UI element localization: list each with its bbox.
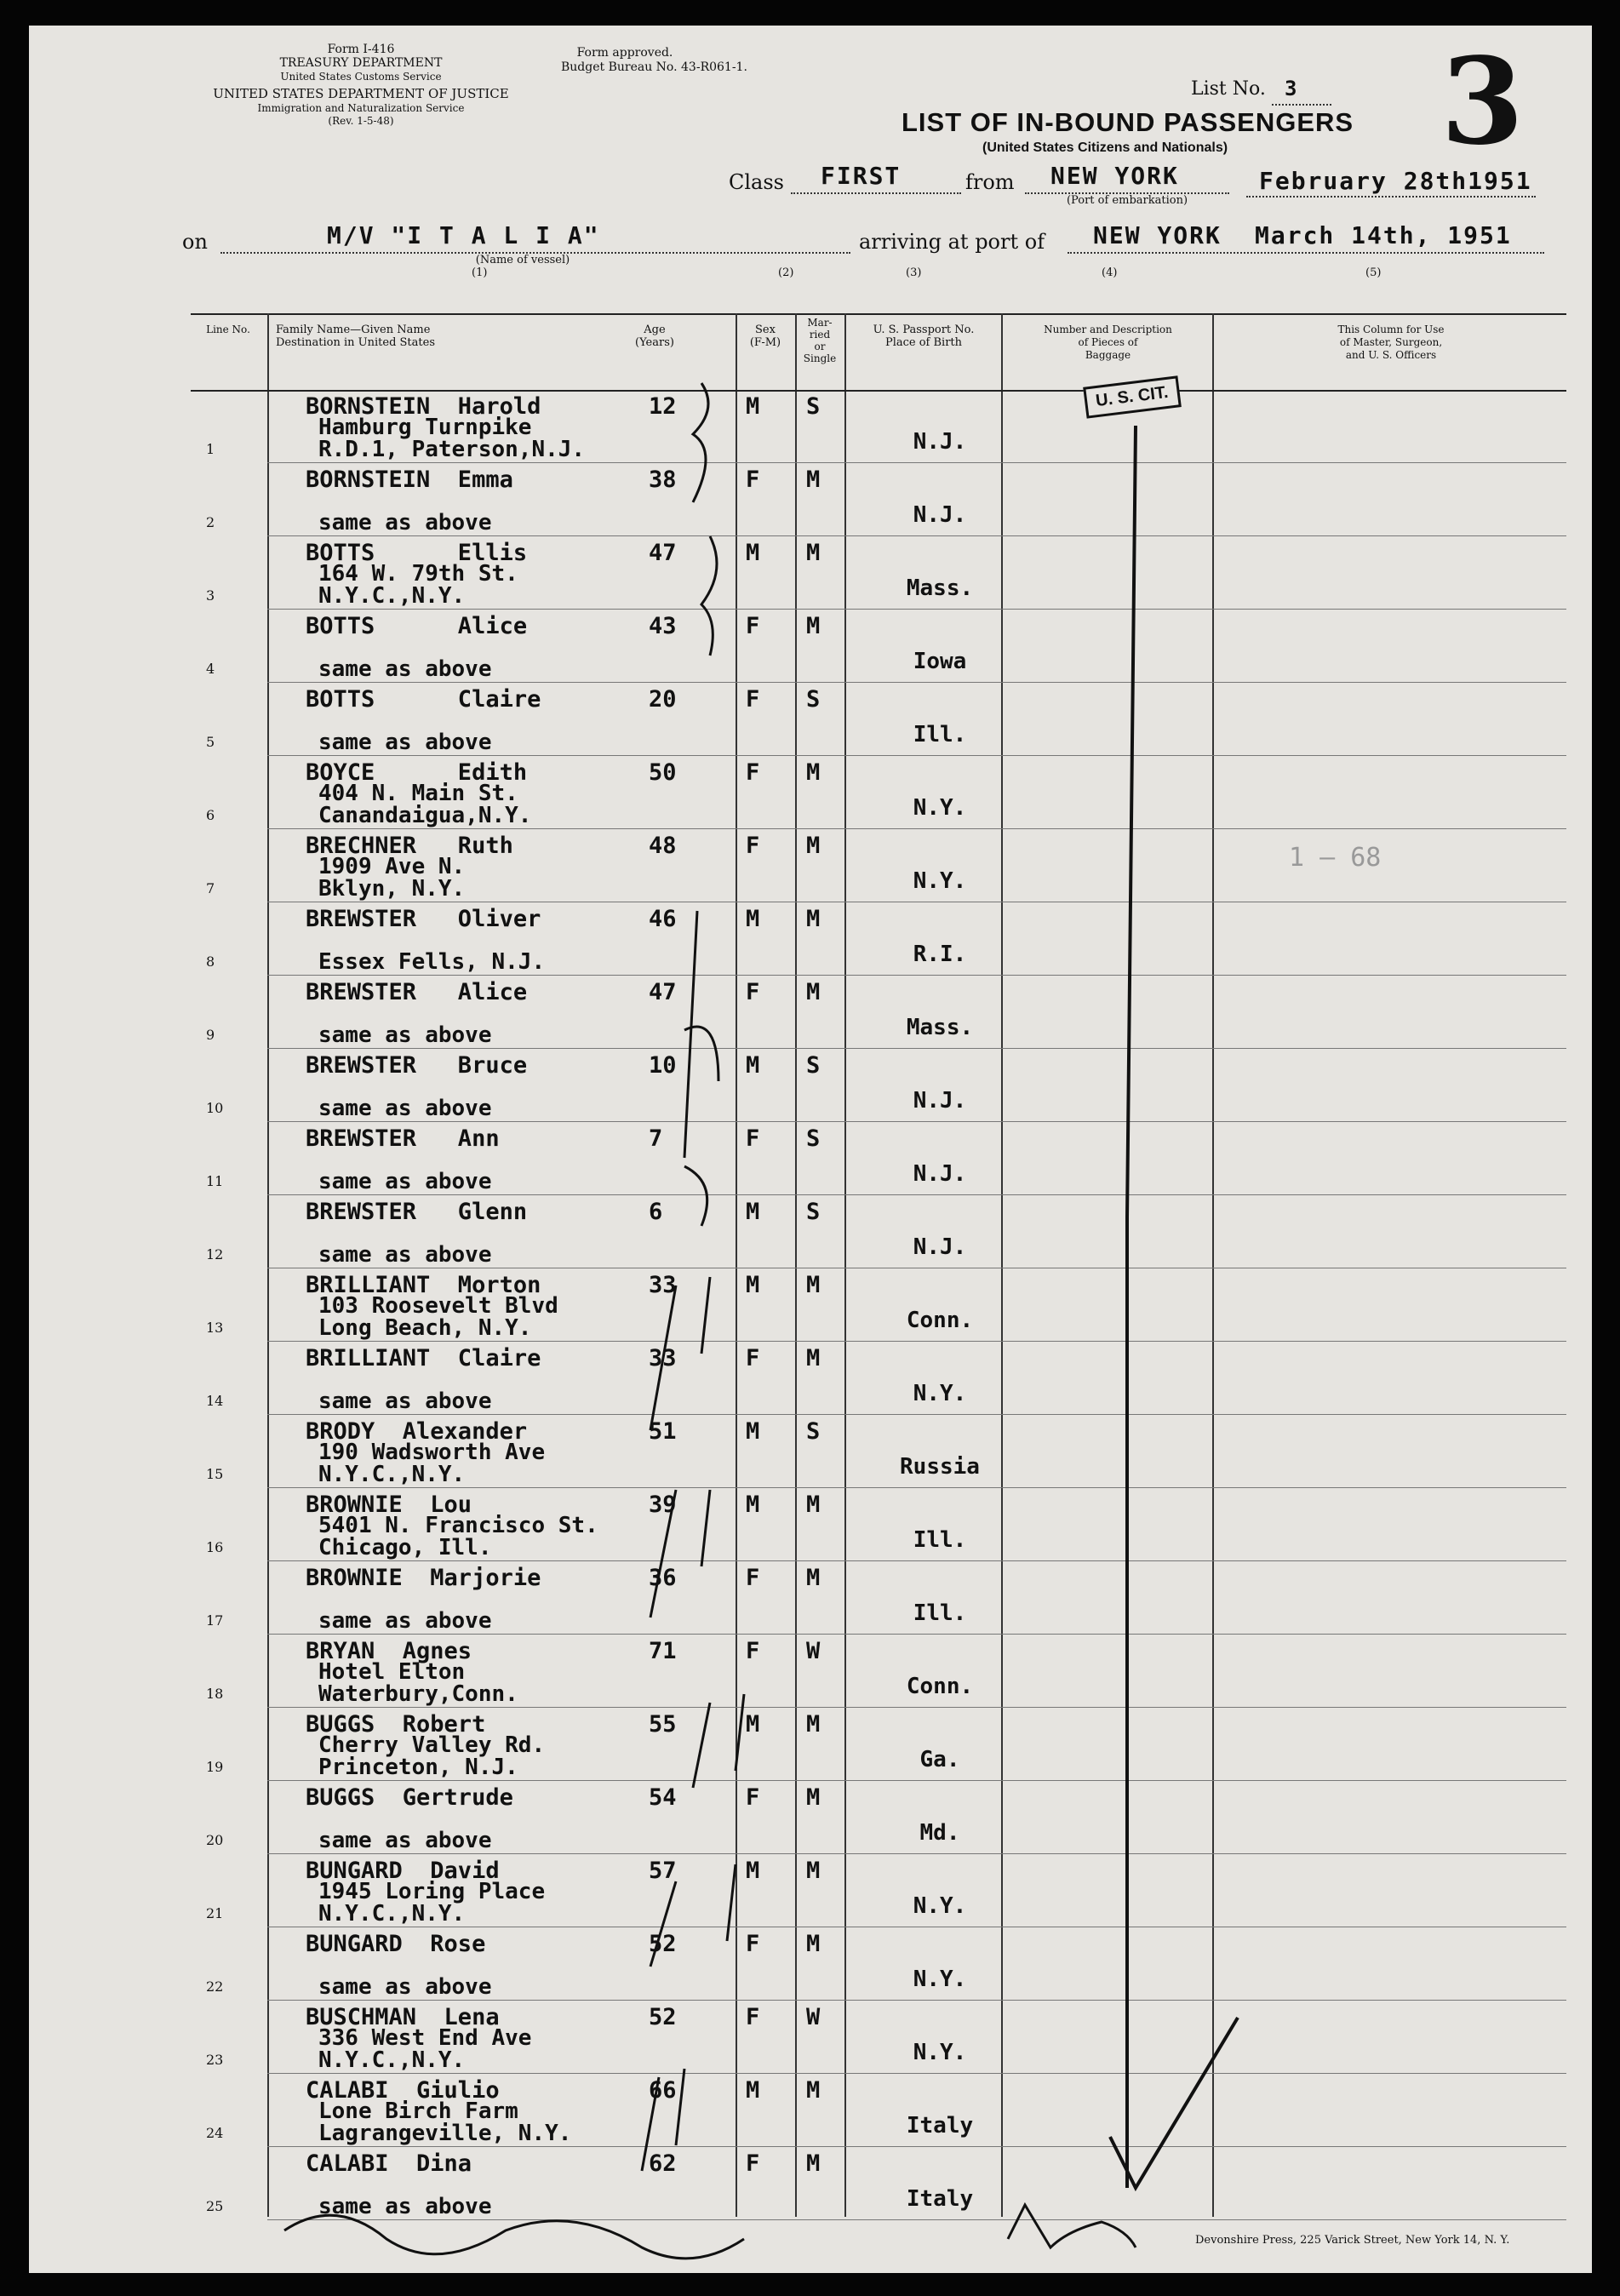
line-number: 25 (206, 2198, 224, 2214)
line-number: 12 (206, 1246, 224, 1263)
sex-value: F (746, 1638, 760, 1664)
sex-value: M (746, 1418, 760, 1445)
age-value: 38 (649, 467, 677, 493)
passenger-name: BREWSTER Ann (306, 1125, 500, 1152)
col-num-2: (2) (778, 266, 794, 279)
passenger-name: BROWNIE Lou (306, 1492, 472, 1518)
vessel-name: M/V "I T A L I A" (327, 221, 600, 249)
marital-status: M (806, 467, 821, 493)
arrival-port: NEW YORK (1093, 221, 1222, 249)
marital-status: S (806, 1418, 821, 1445)
col-header-passport: U. S. Passport No. Place of Birth (873, 324, 975, 349)
sex-value: M (746, 1052, 760, 1079)
form-number: Form I-416 (327, 43, 395, 56)
passenger-name: BOYCE Edith (306, 759, 528, 786)
place-of-birth: Conn. (906, 1308, 974, 1333)
address-line-2: Essex Fells, N.J. (318, 949, 546, 975)
col-header-officers: This Column for Use of Master, Surgeon, and U. S. Officers (1337, 324, 1445, 361)
us-citizen-stamp: U. S. CIT. (1083, 375, 1181, 418)
line-number: 1 (206, 441, 215, 457)
sex-value: M (746, 1711, 760, 1738)
col-header-sex: Sex (F-M) (749, 324, 781, 349)
line-number: 3 (206, 587, 215, 604)
place-of-birth: N.J. (913, 429, 967, 455)
sex-value: F (746, 1565, 760, 1591)
marital-status: M (806, 833, 821, 859)
age-value: 57 (649, 1858, 677, 1884)
sex-value: M (746, 1858, 760, 1884)
line-number: 8 (206, 953, 215, 970)
place-of-birth: Ga. (919, 1747, 960, 1772)
address-line-2: N.Y.C.,N.Y. (318, 2047, 466, 2073)
line-number: 9 (206, 1027, 215, 1043)
line-number: 5 (206, 734, 215, 750)
place-of-birth: Italy (906, 2186, 974, 2212)
age-value: 39 (649, 1492, 677, 1518)
place-of-birth: Conn. (906, 1674, 974, 1699)
age-value: 51 (649, 1418, 677, 1445)
place-of-birth: N.Y. (913, 1893, 967, 1919)
from-label: from (965, 170, 1015, 194)
line-number: 24 (206, 2125, 224, 2141)
address-line-2: same as above (318, 1828, 492, 1853)
passenger-name: BRECHNER Ruth (306, 833, 513, 859)
line-number: 2 (206, 514, 215, 530)
marital-status: M (806, 1858, 821, 1884)
list-big-number: 3 (1440, 32, 1524, 172)
address-line-2: same as above (318, 1388, 492, 1414)
address-line-2: same as above (318, 1608, 492, 1634)
col-header-married: Mar- ried or Single (803, 317, 837, 364)
passenger-name: CALABI Giulio (306, 2077, 500, 2104)
place-of-birth: Ill. (913, 1527, 967, 1553)
place-of-birth: Italy (906, 2113, 974, 2139)
age-value: 48 (649, 833, 677, 859)
sex-value: F (746, 1784, 760, 1811)
place-of-birth: Mass. (906, 1015, 974, 1040)
line-number: 4 (206, 661, 215, 677)
age-value: 36 (649, 1565, 677, 1591)
sex-value: F (746, 759, 760, 786)
passenger-name: BUGGS Gertrude (306, 1784, 513, 1811)
address-line-2: N.Y.C.,N.Y. (318, 1462, 466, 1487)
marital-status: M (806, 1711, 821, 1738)
marital-status: M (806, 540, 821, 566)
passenger-name: BREWSTER Bruce (306, 1052, 528, 1079)
place-of-birth: N.Y. (913, 1967, 967, 1992)
line-number: 21 (206, 1905, 224, 1921)
address-line-1: 404 N. Main St. (318, 781, 518, 806)
sex-value: M (746, 1199, 760, 1225)
marital-status: M (806, 759, 821, 786)
place-of-birth: Ill. (913, 1600, 967, 1626)
address-line-2: Chicago, Ill. (318, 1535, 492, 1560)
address-line-1: 1909 Ave N. (318, 854, 466, 879)
class-label: Class (729, 170, 784, 194)
age-value: 47 (649, 540, 677, 566)
sex-value: M (746, 1272, 760, 1298)
place-of-birth: Iowa (913, 649, 967, 674)
passenger-name: BUGGS Robert (306, 1711, 486, 1738)
passenger-name: BRILLIANT Claire (306, 1345, 541, 1371)
age-value: 43 (649, 613, 677, 639)
sex-value: M (746, 1492, 760, 1518)
age-value: 12 (649, 393, 677, 420)
sex-value: F (746, 1345, 760, 1371)
col-header-age: Age (Years) (635, 324, 674, 349)
line-number: 14 (206, 1393, 224, 1409)
marital-status: M (806, 979, 821, 1005)
line-number: 6 (206, 807, 215, 823)
age-value: 20 (649, 686, 677, 713)
marital-status: M (806, 1784, 821, 1811)
page-title: LIST OF IN-BOUND PASSENGERS (902, 107, 1354, 137)
line-number: 18 (206, 1686, 224, 1702)
passenger-name: BRYAN Agnes (306, 1638, 472, 1664)
age-value: 50 (649, 759, 677, 786)
treasury-dept: TREASURY DEPARTMENT (279, 56, 443, 70)
sex-value: F (746, 833, 760, 859)
col-num-1: (1) (472, 266, 488, 279)
marital-status: M (806, 1345, 821, 1371)
sex-value: F (746, 686, 760, 713)
place-of-birth: N.J. (913, 1161, 967, 1187)
marital-status: W (806, 1638, 821, 1664)
address-line-2: Princeton, N.J. (318, 1755, 518, 1780)
printer-imprint: Devonshire Press, 225 Varick Street, New York 14, N. Y. (1195, 2234, 1510, 2247)
address-line-2: N.Y.C.,N.Y. (318, 583, 466, 609)
marital-status: S (806, 1125, 821, 1152)
address-line-2: same as above (318, 1974, 492, 2000)
manifest-sheet (29, 26, 1592, 2273)
revision: (Rev. 1-5-48) (328, 115, 394, 127)
line-number: 16 (206, 1539, 224, 1555)
line-number: 11 (206, 1173, 224, 1189)
on-label: on (182, 230, 208, 254)
address-line-1: 164 W. 79th St. (318, 561, 518, 587)
sex-value: F (746, 1931, 760, 1957)
address-line-2: Waterbury,Conn. (318, 1681, 518, 1707)
place-of-birth: N.Y. (913, 868, 967, 894)
passenger-name: BUSCHMAN Lena (306, 2004, 500, 2030)
address-line-2: R.D.1, Paterson,N.J. (318, 437, 586, 462)
address-line-1: Cherry Valley Rd. (318, 1732, 546, 1758)
address-line-2: Canandaigua,N.Y. (318, 803, 532, 828)
marital-status: M (806, 906, 821, 932)
arriving-label: arriving at port of (859, 230, 1045, 254)
passenger-name: BOTTS Claire (306, 686, 541, 713)
place-of-birth: Russia (900, 1454, 980, 1480)
address-line-1: Lone Birch Farm (318, 2098, 518, 2124)
sex-value: M (746, 540, 760, 566)
marital-status: M (806, 2150, 821, 2177)
passenger-name: BROWNIE Marjorie (306, 1565, 541, 1591)
marital-status: M (806, 1272, 821, 1298)
departure-date: February 28th1951 (1259, 167, 1532, 195)
address-line-2: same as above (318, 2194, 492, 2219)
handwriting-overlay (29, 26, 1592, 2273)
address-line-2: same as above (318, 1022, 492, 1048)
class-value: FIRST (821, 162, 902, 190)
line-number: 23 (206, 2052, 224, 2068)
line-number: 7 (206, 880, 215, 896)
age-value: 54 (649, 1784, 677, 1811)
passenger-name: BORNSTEIN Emma (306, 467, 513, 493)
place-of-birth: N.Y. (913, 1381, 967, 1406)
col-num-3: (3) (906, 266, 922, 279)
age-value: 71 (649, 1638, 677, 1664)
doj: UNITED STATES DEPARTMENT OF JUSTICE (213, 86, 509, 101)
passenger-name: BOTTS Alice (306, 613, 528, 639)
address-line-1: 103 Roosevelt Blvd (318, 1293, 558, 1319)
address-line-1: Hamburg Turnpike (318, 415, 532, 440)
marital-status: S (806, 393, 821, 420)
line-number: 17 (206, 1612, 224, 1629)
place-of-birth: Md. (919, 1820, 960, 1846)
place-of-birth: N.J. (913, 1088, 967, 1114)
marital-status: S (806, 1199, 821, 1225)
age-value: 10 (649, 1052, 677, 1079)
col-header-baggage: Number and Description of Pieces of Baggage (1044, 324, 1172, 361)
sex-value: F (746, 613, 760, 639)
place-of-birth: N.Y. (913, 2040, 967, 2065)
age-value: 62 (649, 2150, 677, 2177)
age-value: 52 (649, 2004, 677, 2030)
list-no-label: List No. (1191, 78, 1266, 100)
line-number: 19 (206, 1759, 224, 1775)
marital-status: S (806, 686, 821, 713)
age-value: 47 (649, 979, 677, 1005)
marital-status: M (806, 1492, 821, 1518)
place-of-birth: Mass. (906, 575, 974, 601)
budget-bureau: Budget Bureau No. 43-R061-1. (561, 60, 747, 74)
col-header-line-no: Line No. (206, 324, 250, 335)
passenger-name: BREWSTER Alice (306, 979, 528, 1005)
place-of-birth: R.I. (913, 942, 967, 967)
passenger-name: BUNGARD Rose (306, 1931, 486, 1957)
col-num-4: (4) (1102, 266, 1118, 279)
marital-status: W (806, 2004, 821, 2030)
customs-service: United States Customs Service (280, 71, 442, 83)
marital-status: M (806, 2077, 821, 2104)
passenger-name: BUNGARD David (306, 1858, 500, 1884)
address-line-2: same as above (318, 656, 492, 682)
address-line-2: same as above (318, 1096, 492, 1121)
place-of-birth: N.J. (913, 502, 967, 528)
sex-value: F (746, 467, 760, 493)
passenger-name: CALABI Dina (306, 2150, 472, 2177)
sex-value: F (746, 2150, 760, 2177)
passenger-name: BREWSTER Glenn (306, 1199, 528, 1225)
line-number: 20 (206, 1832, 224, 1848)
sex-value: F (746, 2004, 760, 2030)
address-line-2: same as above (318, 510, 492, 535)
address-line-2: Bklyn, N.Y. (318, 876, 466, 902)
age-value: 46 (649, 906, 677, 932)
address-line-1: 1945 Loring Place (318, 1879, 546, 1904)
age-value: 55 (649, 1711, 677, 1738)
col-header-name: Family Name—Given Name Destination in United States (276, 324, 435, 349)
passenger-name: BRILLIANT Morton (306, 1272, 541, 1298)
port-embark-caption: (Port of embarkation) (1066, 194, 1188, 207)
col-num-5: (5) (1365, 266, 1382, 279)
address-line-2: N.Y.C.,N.Y. (318, 1901, 466, 1927)
address-line-1: Hotel Elton (318, 1659, 466, 1685)
arrival-date: March 14th, 1951 (1255, 221, 1512, 249)
address-line-1: 5401 N. Francisco St. (318, 1513, 598, 1538)
passenger-name: BREWSTER Oliver (306, 906, 541, 932)
age-value: 6 (649, 1199, 663, 1225)
sex-value: M (746, 393, 760, 420)
address-line-1: 190 Wadsworth Ave (318, 1440, 546, 1465)
ins: Immigration and Naturalization Service (257, 102, 465, 114)
marital-status: M (806, 1931, 821, 1957)
age-value: 33 (649, 1345, 677, 1371)
sex-value: M (746, 906, 760, 932)
marital-status: M (806, 1565, 821, 1591)
vessel-caption: (Name of vessel) (475, 254, 570, 266)
line-number: 10 (206, 1100, 224, 1116)
marital-status: S (806, 1052, 821, 1079)
line-number: 15 (206, 1466, 224, 1482)
marital-status: M (806, 613, 821, 639)
address-line-2: same as above (318, 1242, 492, 1268)
line-number: 22 (206, 1978, 224, 1995)
passenger-name: BORNSTEIN Harold (306, 393, 541, 420)
passenger-name: BOTTS Ellis (306, 540, 528, 566)
sex-value: F (746, 1125, 760, 1152)
age-value: 7 (649, 1125, 663, 1152)
age-value: 52 (649, 1931, 677, 1957)
margin-note: 1 — 68 (1289, 843, 1382, 873)
list-no-value: 3 (1285, 77, 1299, 100)
passenger-name: BRODY Alexander (306, 1418, 528, 1445)
line-number: 13 (206, 1320, 224, 1336)
sex-value: M (746, 2077, 760, 2104)
address-line-2: Long Beach, N.Y. (318, 1315, 532, 1341)
place-of-birth: N.J. (913, 1234, 967, 1260)
from-value: NEW YORK (1050, 162, 1179, 190)
age-value: 66 (649, 2077, 677, 2104)
address-line-1: 336 West End Ave (318, 2025, 532, 2051)
address-line-2: Lagrangeville, N.Y. (318, 2121, 572, 2146)
address-line-2: same as above (318, 730, 492, 755)
form-approved: Form approved. (576, 46, 673, 60)
page-subtitle: (United States Citizens and Nationals) (982, 140, 1228, 155)
sex-value: F (746, 979, 760, 1005)
age-value: 33 (649, 1272, 677, 1298)
place-of-birth: N.Y. (913, 795, 967, 821)
place-of-birth: Ill. (913, 722, 967, 747)
address-line-2: same as above (318, 1169, 492, 1194)
